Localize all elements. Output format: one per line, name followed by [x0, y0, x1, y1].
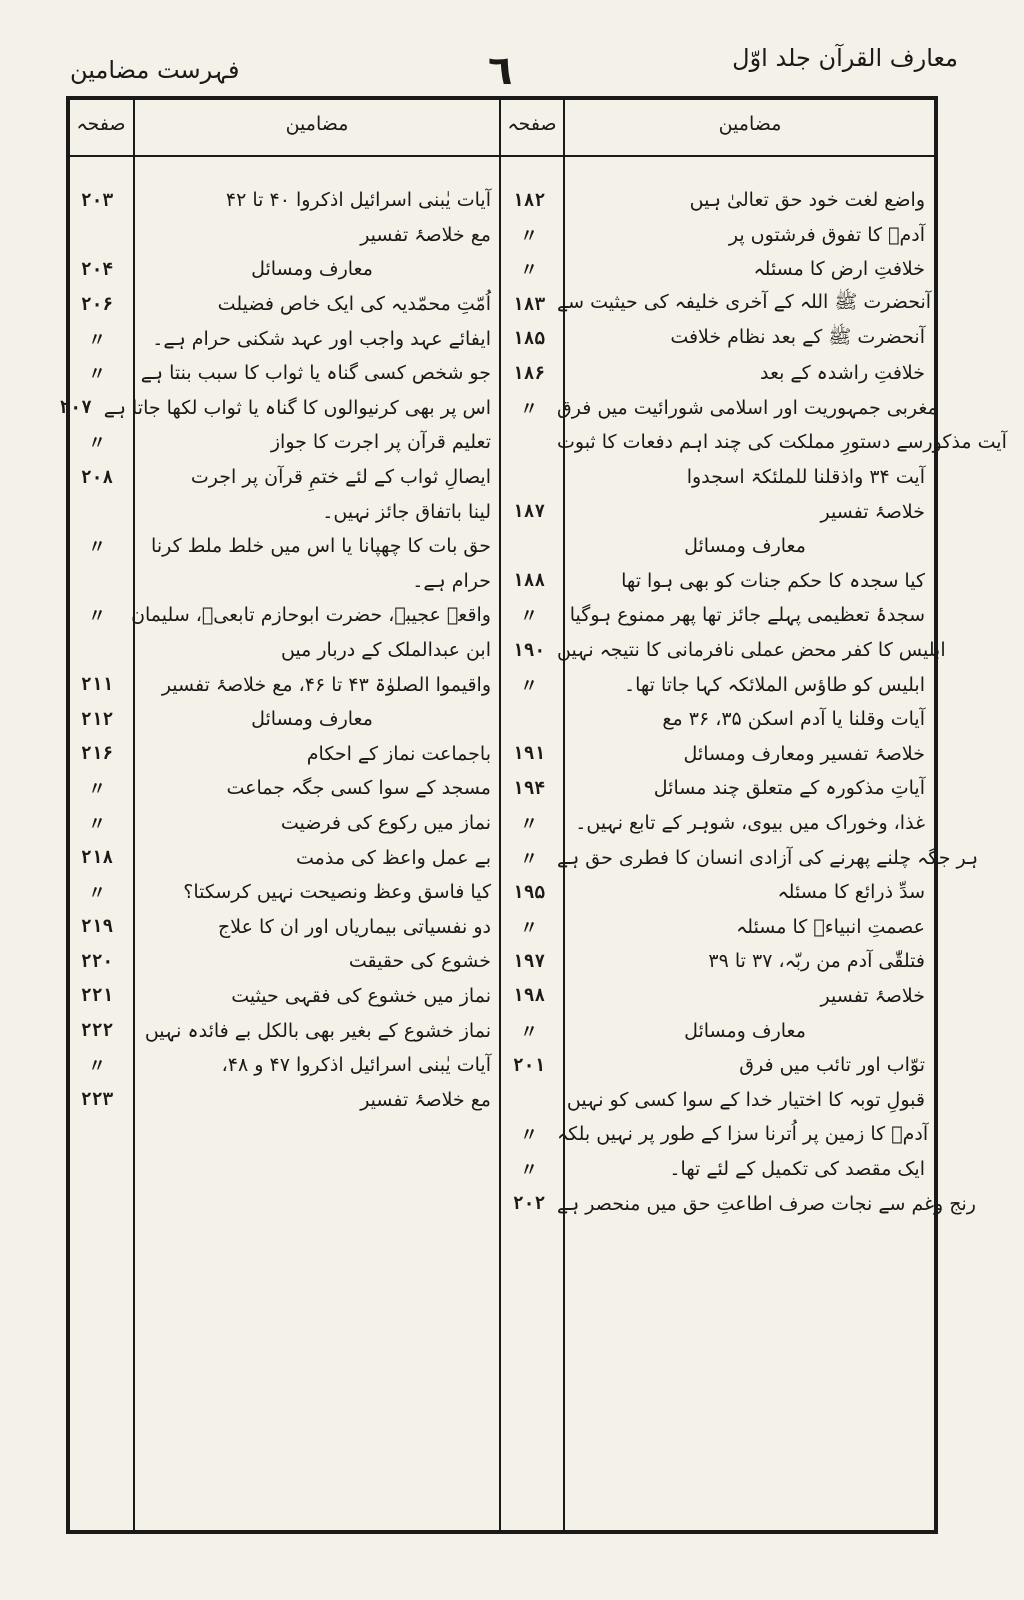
toc-page-number: ۱۸۵: [512, 328, 546, 350]
toc-page-number: ۲۰۷: [59, 397, 92, 419]
toc-entry-title: دو نفسیاتی بیماریاں اور ان کا علاج: [217, 915, 491, 938]
toc-page-number: ۱۹۰: [512, 639, 546, 661]
left-page-header: صفحہ: [76, 113, 126, 135]
toc-row: [69, 252, 499, 287]
toc-entry-title: ابلیس کو طاؤس الملائکہ کہا جاتا تھا۔: [623, 673, 925, 696]
toc-row: [501, 1152, 933, 1187]
toc-page-number: ۲۰۳: [80, 189, 114, 211]
toc-entry-title: سدِّ ذرائع کا مسئلہ: [777, 881, 925, 904]
toc-entry-title: آیت ۳۴ واذقلنا للملئکۃ اسجدوا: [686, 466, 925, 489]
toc-entry-title: رنج وغم سے نجات صرف اطاعتِ حق میں منحصر ہے: [557, 1192, 976, 1215]
toc-entry-title: خلافتِ راشدہ کے بعد: [759, 362, 925, 385]
toc-row: [501, 633, 946, 668]
toc-page-number: 〃: [520, 917, 538, 939]
toc-entry-title: سجدۂ تعظیمی پہلے جائز تھا پھر ممنوع ہوگیا: [569, 604, 925, 627]
toc-entry-title: مغربی جمہوریت اور اسلامی شورائیت میں فرق: [557, 396, 938, 419]
toc-row: [501, 1013, 933, 1048]
toc-row: [501, 944, 933, 979]
toc-page-number: 〃: [520, 848, 538, 870]
toc-entry-title: خلاصۂ تفسیر: [820, 984, 925, 1007]
toc-page-number: 〃: [88, 329, 106, 351]
toc-entry-title: ایصالِ ثواب کے لئے ختمِ قرآن پر اجرت: [190, 466, 491, 489]
toc-row: [501, 667, 933, 702]
toc-row: [501, 460, 933, 495]
toc-page-number: ۱۸۳: [512, 293, 546, 315]
toc-page-number: 〃: [88, 883, 106, 905]
toc-entry-title: آیت مذکورسے دستورِ مملکت کی چند اہم دفعات کا ثبوت: [557, 431, 1007, 454]
toc-page-number: 〃: [88, 433, 106, 455]
toc-row: [501, 702, 933, 737]
toc-page-number: ۱۸۶: [512, 362, 546, 384]
toc-page-number: ۱۹۵: [512, 881, 546, 903]
toc-page-number: ۲۲۳: [80, 1089, 114, 1111]
toc-entry-title: جو شخص کسی گناہ یا ثواب کا سبب بنتا ہے: [140, 362, 491, 385]
section-title: فہرست مضامین: [70, 56, 240, 84]
toc-page-number: 〃: [88, 364, 106, 386]
right-page-header: صفحہ: [507, 113, 557, 135]
toc-page-number: ۱۸۷: [512, 501, 546, 523]
toc-page-number: 〃: [520, 398, 538, 420]
toc-page-number: ۲۱۲: [80, 708, 114, 730]
toc-page-number: 〃: [520, 1021, 538, 1043]
contents-table: [59, 96, 1007, 1534]
toc-entry-title: مع خلاصۂ تفسیر: [360, 223, 491, 246]
toc-row: [501, 875, 933, 910]
toc-page-number: ۱۹۸: [512, 985, 546, 1007]
toc-entry-title: واقیموا الصلوٰۃ ۴۳ تا ۴۶، مع خلاصۂ تفسیر: [161, 673, 491, 696]
toc-page-number: 〃: [88, 1056, 106, 1078]
toc-page-number: ۲۱۶: [80, 743, 114, 765]
toc-page-number: 〃: [88, 779, 106, 801]
toc-page-number: ۲۰۶: [80, 293, 114, 315]
toc-row: [69, 944, 499, 979]
toc-page-number: ۲۱۸: [80, 847, 114, 869]
toc-entry-title: آیات یٰبنی اسرائیل اذکروا ۴۷ و ۴۸،: [221, 1054, 491, 1077]
toc-row: [501, 806, 933, 841]
toc-row: [501, 425, 1007, 460]
toc-row: [69, 1082, 499, 1117]
toc-entry-title: تعلیم قرآن پر اجرت کا جواز: [270, 431, 491, 454]
toc-row: [501, 321, 933, 356]
toc-row: [69, 667, 499, 702]
toc-row: [69, 875, 499, 910]
toc-page-number: 〃: [88, 813, 106, 835]
toc-row: [501, 1186, 976, 1221]
toc-row: [69, 598, 499, 633]
toc-entry-title: عصمتِ انبیاءؑ کا مسئلہ: [736, 915, 925, 938]
toc-entry-title: خشوع کی حقیقت: [348, 950, 491, 973]
toc-entry-title: اُمّتِ محمّدیہ کی ایک خاص فضیلت: [217, 293, 491, 316]
toc-entry-title: آیات یٰبنی اسرائیل اذکروا ۴۰ تا ۴۲: [225, 189, 491, 212]
toc-row: [501, 1048, 933, 1083]
toc-entry-title: مع خلاصۂ تفسیر: [360, 1088, 491, 1111]
header-divider: [69, 155, 935, 157]
toc-entry-title: معارف ومسائل: [251, 258, 373, 281]
toc-row: [69, 425, 499, 460]
toc-row: [501, 391, 938, 426]
toc-row: [501, 771, 933, 806]
toc-row: [59, 391, 499, 426]
toc-row: [69, 460, 499, 495]
toc-entry-title: توّاب اور تائب میں فرق: [739, 1054, 925, 1077]
toc-entry-title: کیا سجدہ کا حکم جنات کو بھی ہوا تھا: [621, 569, 925, 592]
toc-row: [69, 1048, 499, 1083]
toc-row: [69, 321, 499, 356]
toc-page-number: ۲۱۱: [80, 674, 114, 696]
toc-row: [69, 633, 499, 668]
toc-entry-title: باجماعت نماز کے احکام: [306, 742, 491, 765]
toc-row: [501, 979, 933, 1014]
toc-entry-title: آدمؑ کا تفوق فرشتوں پر: [728, 223, 925, 246]
toc-entry-title: آنحضرت ﷺ کے بعد نظام خلافت: [670, 325, 925, 348]
right-column: [501, 183, 1007, 1221]
toc-row: [69, 218, 499, 253]
page-number: ٦: [488, 48, 513, 94]
toc-entry-title: آدمؑ کا زمین پر اُترنا سزا کے طور پر نہیں بلکہ: [557, 1123, 929, 1146]
toc-row: [501, 1117, 933, 1152]
toc-row: [501, 564, 933, 599]
toc-entry-title: نماز میں خشوع کی فقہی حیثیت: [231, 984, 491, 1007]
toc-page-number: ۱۹۱: [512, 743, 546, 765]
toc-row: [501, 909, 933, 944]
toc-page-number: ۲۰۲: [512, 1193, 546, 1215]
toc-row: [501, 356, 933, 391]
toc-entry-title: واقعہ عجیبہ، حضرت ابوحازم تابعیؒ، سلیمان: [131, 604, 491, 627]
toc-page-number: 〃: [520, 675, 538, 697]
toc-row: [501, 737, 933, 772]
toc-page-number: ۲۲۰: [80, 950, 114, 972]
toc-entry-title: قبولِ توبہ کا اختیار خدا کے سوا کسی کو نہیں: [566, 1088, 925, 1111]
toc-entry-title: ابن عبدالملک کے دربار میں: [280, 639, 491, 662]
toc-entry-title: نماز میں رکوع کی فرضیت: [280, 811, 491, 834]
toc-entry-title: اس پر بھی کرنیوالوں کا گناہ یا ثواب لکھا جاتا ہے: [103, 396, 491, 419]
toc-entry-title: معارف ومسائل: [684, 1019, 806, 1042]
toc-row: [69, 1013, 499, 1048]
toc-row: [501, 529, 933, 564]
toc-row: [69, 771, 499, 806]
toc-row: [501, 1082, 933, 1117]
toc-entry-title: خلاصۂ تفسیر: [820, 500, 925, 523]
toc-page-number: 〃: [520, 260, 538, 282]
toc-page-number: 〃: [520, 606, 538, 628]
toc-page-number: 〃: [520, 1125, 538, 1147]
toc-page-number: 〃: [88, 606, 106, 628]
toc-page-number: ۱۸۲: [512, 189, 546, 211]
toc-page-number: 〃: [520, 225, 538, 247]
toc-page-number: ۱۸۸: [512, 570, 546, 592]
toc-entry-title: خلافتِ ارض کا مسئلہ: [753, 258, 925, 281]
toc-entry-title: ابلیس کا کفر محض عملی نافرمانی کا نتیجہ نہیں: [557, 639, 946, 662]
toc-entry-title: آیات وقلنا یا آدم اسکن ۳۵، ۳۶ مع: [662, 708, 925, 731]
toc-page-number: 〃: [520, 1159, 538, 1181]
toc-row: [501, 218, 933, 253]
toc-entry-title: نماز خشوع کے بغیر بھی بالکل بے فائدہ نہیں: [144, 1019, 491, 1042]
toc-row: [69, 979, 499, 1014]
toc-row: [501, 287, 933, 322]
book-title: معارف القرآن جلد اوّل: [732, 44, 958, 72]
toc-row: [69, 806, 499, 841]
toc-row: [69, 702, 499, 737]
toc-row: [69, 529, 499, 564]
toc-entry-title: حرام ہے۔: [412, 569, 491, 592]
toc-page-number: ۲۲۲: [80, 1020, 114, 1042]
toc-page-number: 〃: [520, 813, 538, 835]
toc-row: [501, 252, 933, 287]
toc-entry-title: ایک مقصد کی تکمیل کے لئے تھا۔: [669, 1157, 925, 1180]
toc-entry-title: آیاتِ مذکورہ کے متعلق چند مسائل: [653, 777, 925, 800]
toc-entry-title: فتلقّٰی آدم من ربّہ، ۳۷ تا ۳۹: [708, 950, 925, 973]
toc-entry-title: معارف ومسائل: [684, 535, 806, 558]
toc-row: [501, 598, 933, 633]
toc-page-number: 〃: [88, 537, 106, 559]
toc-row: [501, 494, 933, 529]
right-subject-header: مضامین: [718, 113, 782, 135]
toc-entry-title: حق بات کا چھپانا یا اس میں خلط ملط کرنا: [151, 535, 491, 558]
toc-page-number: ۲۱۹: [80, 916, 114, 938]
toc-entry-title: خلاصۂ تفسیر ومعارف ومسائل: [683, 742, 925, 765]
left-subject-header: مضامین: [285, 113, 349, 135]
toc-row: [69, 840, 499, 875]
toc-page-number: ۲۰۴: [80, 258, 114, 280]
toc-entry-title: معارف ومسائل: [251, 708, 373, 731]
toc-entry-title: آنحضرت ﷺ اللہ کے آخری خلیفہ کی حیثیت سے: [557, 291, 932, 314]
toc-page-number: ۲۰۸: [80, 466, 114, 488]
toc-page-number: ۲۲۱: [80, 985, 114, 1007]
toc-entry-title: بے عمل واعظ کی مذمت: [296, 846, 491, 869]
toc-row: [69, 494, 499, 529]
toc-page-number: ۱۹۷: [512, 950, 546, 972]
toc-entry-title: ہر جگہ چلنے پھرنے کی آزادی انسان کا فطری حق ہے: [557, 846, 979, 869]
toc-entry-title: کیا فاسق وعظ ونصیحت نہیں کرسکتا؟: [183, 881, 491, 904]
toc-page-number: ۲۰۱: [512, 1054, 546, 1076]
toc-row: [69, 737, 499, 772]
toc-row: [69, 356, 499, 391]
toc-entry-title: لینا باتفاق جائز نہیں۔: [322, 500, 491, 523]
toc-row: [501, 183, 933, 218]
toc-entry-title: غذا، وخوراک میں بیوی، شوہر کے تابع نہیں۔: [575, 811, 925, 834]
toc-entry-title: واضع لغت خود حق تعالیٰ ہیں: [689, 189, 925, 212]
toc-entry-title: مسجد کے سوا کسی جگہ جماعت: [226, 777, 491, 800]
toc-row: [501, 840, 979, 875]
toc-row: [69, 909, 499, 944]
toc-row: [69, 287, 499, 322]
toc-row: [69, 183, 499, 218]
toc-entry-title: ایفائے عہد واجب اور عہد شکنی حرام ہے۔: [152, 327, 491, 350]
toc-page-number: ۱۹۴: [512, 777, 546, 799]
toc-row: [69, 564, 499, 599]
left-column: [59, 183, 499, 1117]
